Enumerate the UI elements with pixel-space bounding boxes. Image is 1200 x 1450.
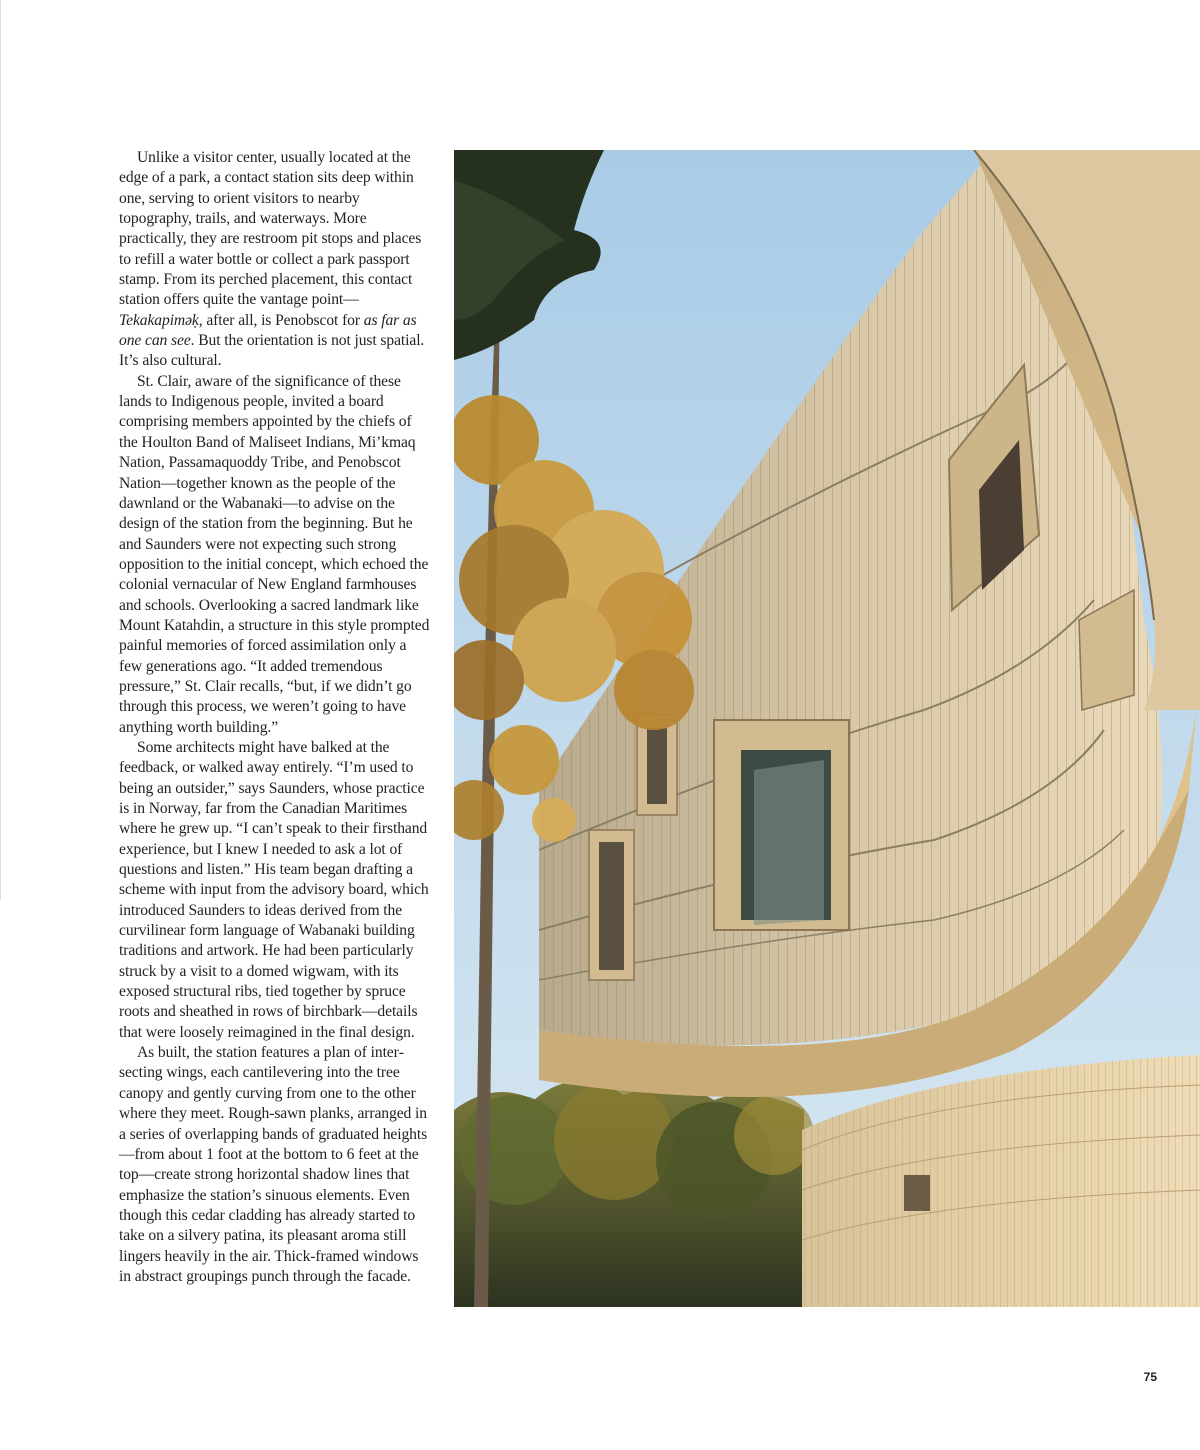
italic-text: Tekakapiməḳ bbox=[119, 311, 199, 329]
paragraph-text: As built, the station features a plan of intersecting wings, each cantilevering into the tree canopy and gently curving from one to the other where they meet. Rough-sawn planks, arranged in a series of overlapping bands of graduated heights—from about 1 foot at the bottom to 6 feet at the top—create strong horizontal shadow lines that emphasize the station’s sinuous elements. Even though this cedar cladding has already started to take on a silvery patina, its pleasant aroma still lingers heavily in the air. Thick-framed windows in abstract groupings punch through the facade. bbox=[119, 1044, 428, 1285]
article-paragraph bbox=[119, 148, 432, 372]
article-paragraph bbox=[119, 738, 432, 1043]
paragraph-text: Unlike a visitor center, usually located at the edge of a park, a contact station sits deep within one, serving to orient visitors to nearby topography, trails, and waterways. More practically, they are restroom pit stops and places to refill a water bottle or collect a park passport stamp. From its perched placement, this contact station offers quite the vantage point— bbox=[119, 149, 422, 309]
left-window bbox=[589, 830, 634, 980]
page-gutter-rule bbox=[0, 0, 1, 900]
building-photo bbox=[454, 150, 1200, 1307]
paragraph-text: , after all, is Penobscot for bbox=[198, 311, 364, 329]
paragraph-text: . But the orientation is not just spatial. It’s also cultural. bbox=[119, 332, 425, 370]
page-number: 75 bbox=[1143, 1370, 1157, 1384]
article-paragraph bbox=[119, 372, 432, 738]
paragraph-text: St. Clair, aware of the significance of these lands to Indigenous people, invited a board comprising members appointed by the chiefs of the Houlton Band of Maliseet Indians, Mi’kmaq Nation, Passamaquoddy Tribe, and Penobscot Nation—together known as the people of the dawnland or the Wabanaki—to advise on the design of the station from the beginning. But he and Saunders were not expecting such strong opposition to the initial concept, which echoed the colonial vernacular of New England farmhouses and schools. Overlooking a sacred landmark like Mount Katahdin, a structure in this style prompted painful memories of forced assimilation only a few generations ago. “It added tremendous pressure,” St. Clair recalls, “but, if we didn’t go through this process, we weren’t going to have anything worth building.” bbox=[119, 372, 430, 736]
middle-window bbox=[714, 720, 849, 930]
small-window bbox=[637, 715, 677, 815]
italic-text: as far as one can see bbox=[119, 311, 417, 350]
article-paragraph bbox=[119, 1043, 432, 1287]
paragraph-text: Some architects might have balked at the feedback, or walked away entirely. “I’m used to being an outsider,” says Saunders, whose practice is in Norway, far from the Canadian Maritimes where he grew up. “I can’t speak to their firsthand experience, but I knew I needed to ask a lot of questions and listen.” His team began drafting a scheme with input from the advisory board, which introduced Saunders to ideas derived from the curvilinear form language of Wabanaki building traditions and artwork. He had been particularly struck by a visit to a domed wigwam, with its exposed structural ribs, tied together by spruce roots and sheathed in rows of birchbark—details that were loosely reimagined in the final design. bbox=[119, 738, 429, 1041]
contact-station-exterior-image bbox=[454, 150, 1200, 1307]
article-body bbox=[119, 148, 432, 1287]
